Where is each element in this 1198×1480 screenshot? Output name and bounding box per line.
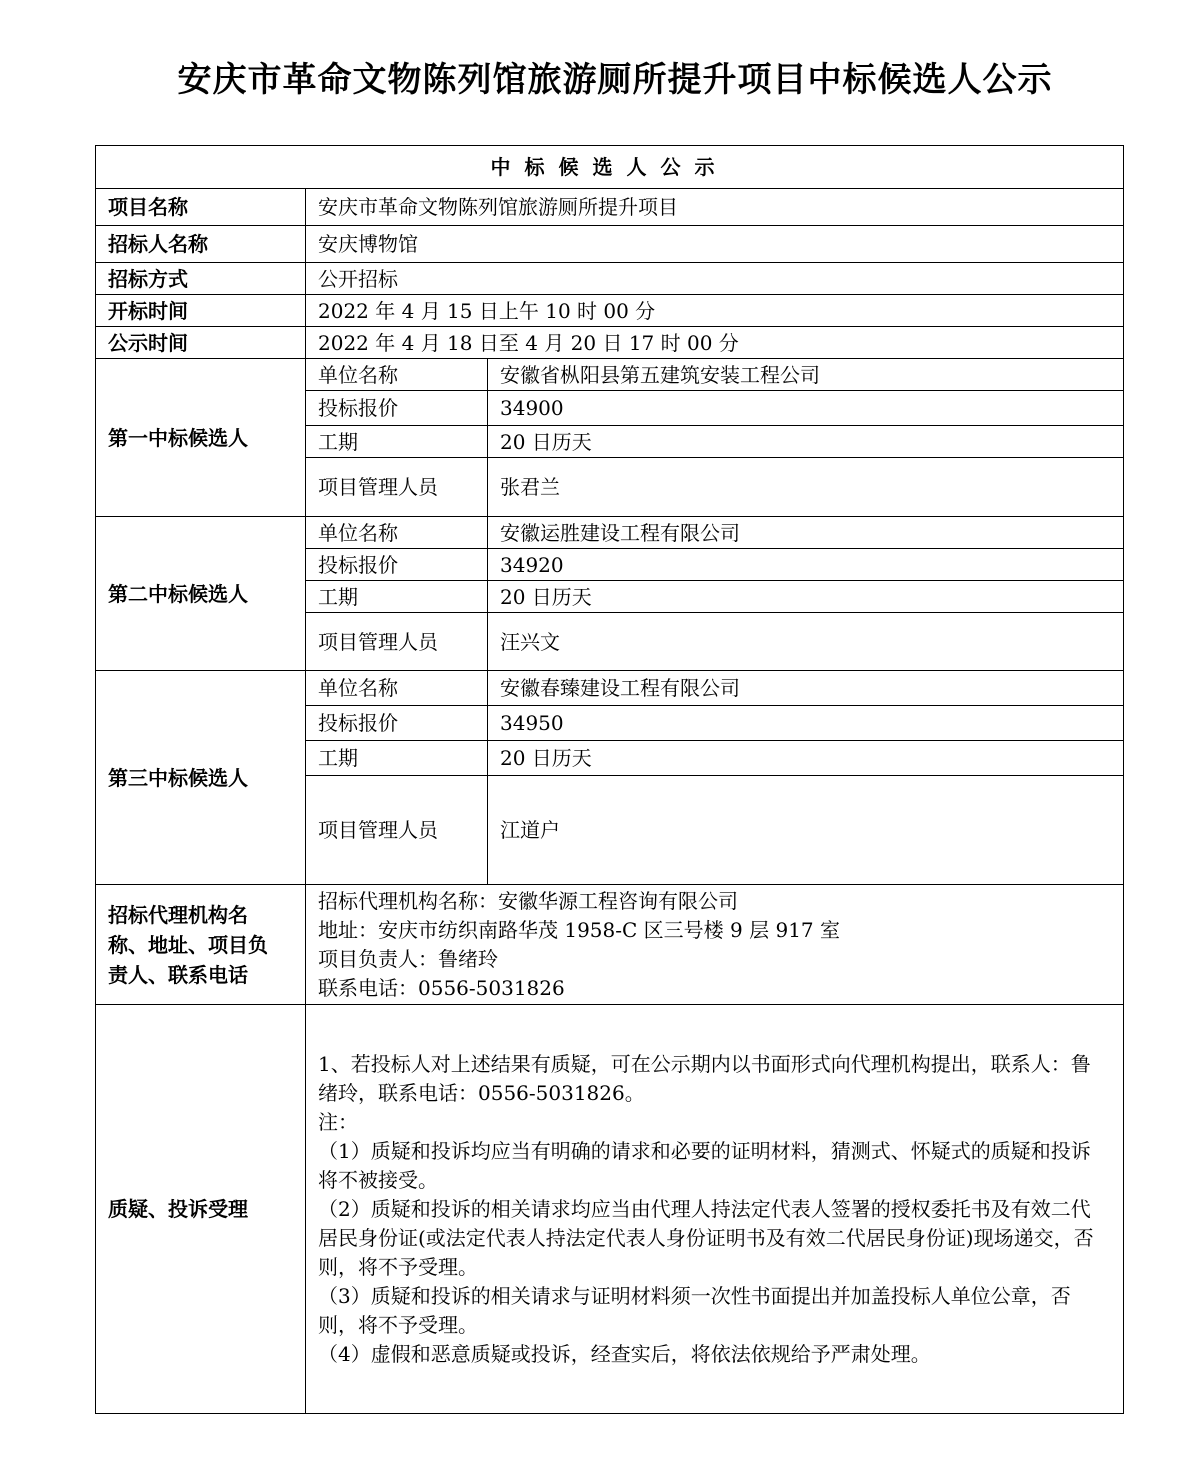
table-header-row: [96, 146, 1124, 189]
notice-time-value: 2022 年 4 月 18 日至 4 月 20 日 17 时 00 分: [306, 327, 1124, 359]
candidate-3-unit-label: 单位名称: [306, 671, 488, 706]
row-tenderer: [96, 226, 1124, 263]
candidate-2-unit: 安徽运胜建设工程有限公司: [488, 517, 1124, 549]
candidate-1-period-label: 工期: [306, 426, 488, 458]
method-value: 公开招标: [306, 263, 1124, 295]
candidate-2-period-label: 工期: [306, 581, 488, 613]
agency-contact-person: 项目负责人：鲁绪玲: [318, 946, 498, 971]
notice-time-label: 公示时间: [96, 327, 306, 359]
complaint-paragraph-2: （1）质疑和投诉均应当有明确的请求和必要的证明材料，猜测式、怀疑式的质疑和投诉将不被接受。: [318, 1138, 1091, 1192]
agency-label-line-1: 招标代理机构名: [108, 902, 248, 927]
complaint-note-label: 注：: [318, 1109, 358, 1134]
row-notice-time: [96, 327, 1124, 359]
candidate-3-period: 20 日历天: [488, 741, 1124, 776]
agency-label-line-3: 责人、联系电话: [108, 962, 248, 987]
candidate-1-unit-label: 单位名称: [306, 359, 488, 391]
agency-phone: 联系电话：0556-5031826: [318, 975, 565, 1000]
candidate-1-price: 34900: [488, 391, 1124, 426]
candidate-3-period-label: 工期: [306, 741, 488, 776]
candidate-3-price: 34950: [488, 706, 1124, 741]
complaint-paragraph-1: 1、若投标人对上述结果有质疑，可在公示期内以书面形式向代理机构提出，联系人：鲁绪玲，联系电话：0556-5031826。: [318, 1051, 1091, 1105]
complaint-row: [96, 1005, 1124, 1414]
candidate-2-period: 20 日历天: [488, 581, 1124, 613]
candidate-3-manager-label: 项目管理人员: [306, 776, 488, 885]
complaint-label: 质疑、投诉受理: [96, 1005, 306, 1414]
agency-name: 招标代理机构名称：安徽华源工程咨询有限公司: [318, 888, 738, 913]
tenderer-label: 招标人名称: [96, 226, 306, 263]
candidate-2-price-label: 投标报价: [306, 549, 488, 581]
candidate-3-unit: 安徽春臻建设工程有限公司: [488, 671, 1124, 706]
candidate-3-manager: 江道户: [488, 776, 1124, 885]
candidate-2-unit-row: [96, 517, 1124, 549]
candidate-2-unit-label: 单位名称: [306, 517, 488, 549]
agency-row: [96, 885, 1124, 1005]
agency-info: [306, 885, 1124, 1005]
row-method: [96, 263, 1124, 295]
candidate-3-label: 第三中标候选人: [96, 671, 306, 885]
candidate-2-manager: 汪兴文: [488, 613, 1124, 671]
table-header: 中标候选人公示: [96, 146, 1124, 189]
project-name-label: 项目名称: [96, 189, 306, 226]
candidate-1-manager-label: 项目管理人员: [306, 458, 488, 517]
method-label: 招标方式: [96, 263, 306, 295]
candidate-1-label: 第一中标候选人: [96, 359, 306, 517]
notice-table: [95, 145, 1124, 1414]
complaint-paragraph-3: （2）质疑和投诉的相关请求均应当由代理人持法定代表人签署的授权委托书及有效二代居民身份证(或法定代表人持法定代表人身份证明书及有效二代居民身份证)现场递交，否则，将不予受理。: [318, 1196, 1094, 1279]
project-name-value: 安庆市革命文物陈列馆旅游厕所提升项目: [306, 189, 1124, 226]
open-time-value: 2022 年 4 月 15 日上午 10 时 00 分: [306, 295, 1124, 327]
candidate-1-unit-row: [96, 359, 1124, 391]
candidate-1-price-label: 投标报价: [306, 391, 488, 426]
candidate-3-unit-row: [96, 671, 1124, 706]
candidate-2-manager-label: 项目管理人员: [306, 613, 488, 671]
candidate-1-manager: 张君兰: [488, 458, 1124, 517]
complaint-paragraph-5: （4）虚假和恶意质疑或投诉，经查实后，将依法依规给予严肃处理。: [318, 1341, 931, 1366]
candidate-2-label: 第二中标候选人: [96, 517, 306, 671]
candidate-1-period: 20 日历天: [488, 426, 1124, 458]
agency-label-line-2: 称、地址、项目负: [108, 932, 268, 957]
candidate-1-unit: 安徽省枞阳县第五建筑安装工程公司: [488, 359, 1124, 391]
row-open-time: [96, 295, 1124, 327]
candidate-2-price: 34920: [488, 549, 1124, 581]
open-time-label: 开标时间: [96, 295, 306, 327]
row-project-name: [96, 189, 1124, 226]
candidate-3-price-label: 投标报价: [306, 706, 488, 741]
complaint-paragraph-4: （3）质疑和投诉的相关请求与证明材料须一次性书面提出并加盖投标人单位公章，否则，将不予受理。: [318, 1283, 1071, 1337]
agency-address: 地址：安庆市纺织南路华茂 1958-C 区三号楼 9 层 917 室: [318, 917, 841, 942]
complaint-text: [306, 1005, 1124, 1414]
agency-label: [96, 885, 306, 1005]
tenderer-value: 安庆博物馆: [306, 226, 1124, 263]
page-title: 安庆市革命文物陈列馆旅游厕所提升项目中标候选人公示: [177, 60, 1053, 100]
